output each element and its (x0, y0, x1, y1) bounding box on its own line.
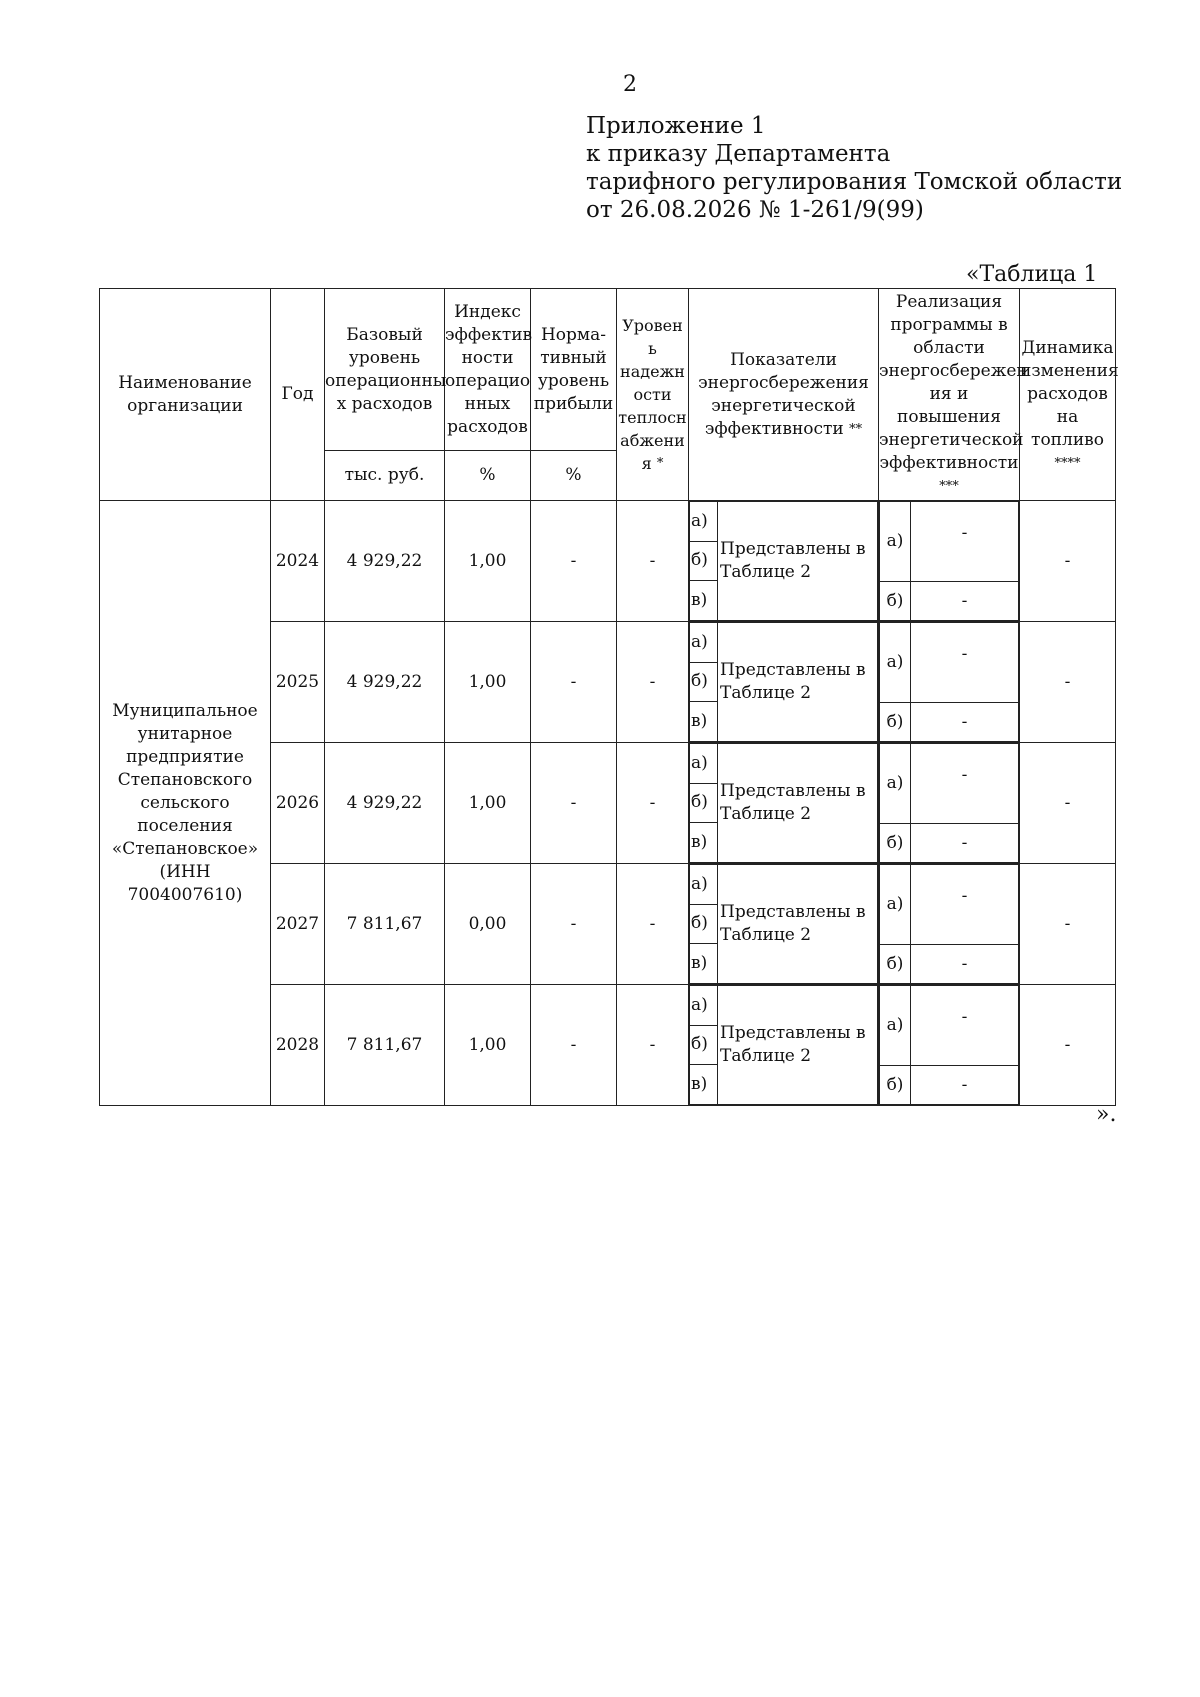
base-level-value: 4 929,22 (325, 622, 445, 743)
efficiency-index-value: 1,00 (445, 501, 531, 622)
item-label: а) (690, 986, 718, 1026)
base-level-value: 4 929,22 (325, 501, 445, 622)
item-label: в) (690, 823, 718, 863)
year: 2025 (271, 622, 325, 743)
fuel-dynamics-value: - (1020, 622, 1116, 743)
item-label: а) (880, 623, 911, 703)
energy-indicators-cell (689, 864, 879, 985)
appendix-line: к приказу Департамента (586, 141, 891, 167)
energy-indicators-cell (689, 743, 879, 864)
closing-quote: ». (1096, 1102, 1117, 1127)
energy-program-cell (879, 622, 1020, 743)
table-caption: «Таблица 1 (966, 262, 1098, 287)
program-value: - (911, 744, 1019, 824)
header-base-level: Базовый уровень операционны х расходов (325, 289, 445, 451)
year: 2028 (271, 985, 325, 1106)
item-label: а) (880, 865, 911, 945)
item-label: а) (880, 502, 911, 582)
energy-program-cell (879, 743, 1020, 864)
reliability-value: - (617, 743, 689, 864)
appendix-line: Приложение 1 (586, 113, 766, 139)
energy-indicators-text: Представлены в Таблице 2 (718, 744, 878, 863)
base-level-value: 4 929,22 (325, 743, 445, 864)
header-organization: Наименование организации (100, 289, 271, 501)
program-value: - (911, 703, 1019, 742)
program-value: - (911, 824, 1019, 863)
energy-indicators-text: Представлены в Таблице 2 (718, 623, 878, 742)
item-label: б) (880, 582, 911, 621)
item-label: б) (880, 1066, 911, 1105)
program-value: - (911, 502, 1019, 582)
page-number: 2 (623, 72, 637, 97)
item-label: а) (690, 502, 718, 542)
reliability-value: - (617, 985, 689, 1106)
energy-indicators-text: Представлены в Таблице 2 (718, 986, 878, 1105)
appendix-line: тарифного регулирования Томской области (586, 169, 1123, 195)
item-label: б) (690, 541, 718, 581)
fuel-dynamics-value: - (1020, 501, 1116, 622)
item-label: б) (690, 783, 718, 823)
header-energy-indicators: Показатели энергосбережения энергетической эффективности ** (689, 289, 879, 501)
unit-normative-profit: % (531, 451, 617, 501)
tariff-table (99, 288, 1119, 1106)
item-label: а) (690, 865, 718, 905)
energy-program-cell (879, 501, 1020, 622)
header-normative-profit: Норма-тивный уровень прибыли (531, 289, 617, 451)
program-value: - (911, 945, 1019, 984)
item-label: в) (690, 581, 718, 621)
fuel-dynamics-value: - (1020, 985, 1116, 1106)
header-fuel-dynamics: Динамика изменения расходов на топливо **** (1020, 289, 1116, 501)
efficiency-index-value: 1,00 (445, 743, 531, 864)
item-label: б) (880, 824, 911, 863)
item-label: в) (690, 944, 718, 984)
energy-indicators-cell (689, 622, 879, 743)
unit-base-level: тыс. руб. (325, 451, 445, 501)
fuel-dynamics-value: - (1020, 743, 1116, 864)
year: 2027 (271, 864, 325, 985)
normative-profit-value: - (531, 864, 617, 985)
item-label: а) (880, 986, 911, 1066)
header-energy-program: Реализация программы в области энергосбережен ия и повышения энергетической эффективности *** (879, 289, 1020, 501)
efficiency-index-value: 1,00 (445, 985, 531, 1106)
program-value: - (911, 865, 1019, 945)
appendix-header (586, 112, 1122, 224)
header-efficiency-index: Индекс эффектив ности операцио нных расходов (445, 289, 531, 451)
reliability-value: - (617, 864, 689, 985)
base-level-value: 7 811,67 (325, 985, 445, 1106)
energy-indicators-cell (689, 985, 879, 1106)
efficiency-index-value: 0,00 (445, 864, 531, 985)
item-label: а) (880, 744, 911, 824)
normative-profit-value: - (531, 743, 617, 864)
reliability-value: - (617, 501, 689, 622)
normative-profit-value: - (531, 501, 617, 622)
reliability-value: - (617, 622, 689, 743)
organization-name: Муниципальное унитарное предприятие Степановского сельского поселения «Степановское» (ИНН 7004007610) (100, 501, 271, 1106)
item-label: б) (690, 662, 718, 702)
unit-efficiency-index: % (445, 451, 531, 501)
energy-indicators-cell (689, 501, 879, 622)
program-value: - (911, 1066, 1019, 1105)
table-row (100, 501, 1116, 622)
item-label: б) (690, 904, 718, 944)
item-label: б) (690, 1025, 718, 1065)
energy-program-cell (879, 864, 1020, 985)
appendix-line: от 26.08.2026 № 1-261/9(99) (586, 197, 924, 223)
efficiency-index-value: 1,00 (445, 622, 531, 743)
base-level-value: 7 811,67 (325, 864, 445, 985)
item-label: в) (690, 702, 718, 742)
item-label: а) (690, 623, 718, 663)
program-value: - (911, 986, 1019, 1066)
energy-indicators-text: Представлены в Таблице 2 (718, 502, 878, 621)
item-label: б) (880, 703, 911, 742)
program-value: - (911, 582, 1019, 621)
item-label: а) (690, 744, 718, 784)
header-year: Год (271, 289, 325, 501)
item-label: б) (880, 945, 911, 984)
year: 2026 (271, 743, 325, 864)
normative-profit-value: - (531, 622, 617, 743)
program-value: - (911, 623, 1019, 703)
item-label: в) (690, 1065, 718, 1105)
energy-program-cell (879, 985, 1020, 1106)
header-reliability: Уровен ь надежн ости теплосн абжени я * (617, 289, 689, 501)
fuel-dynamics-value: - (1020, 864, 1116, 985)
energy-indicators-text: Представлены в Таблице 2 (718, 865, 878, 984)
year: 2024 (271, 501, 325, 622)
normative-profit-value: - (531, 985, 617, 1106)
